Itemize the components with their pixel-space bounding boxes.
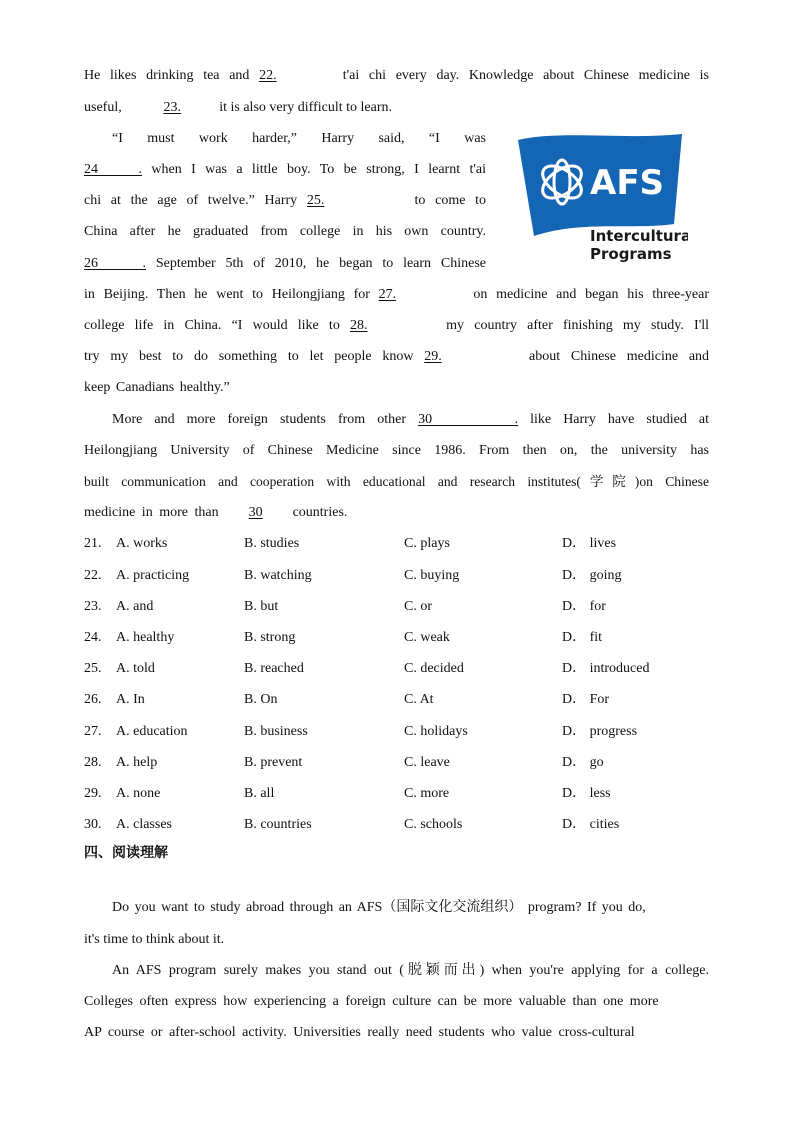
option-a: A. help — [116, 755, 158, 770]
passage-text: keep Canadians healthy.” — [84, 380, 230, 395]
option-b: B. reached — [244, 661, 304, 676]
option-c: C. plays — [404, 536, 450, 551]
option-d: D． going — [562, 568, 622, 583]
question-number: 23. — [84, 599, 102, 614]
option-d: D． introduced — [562, 661, 650, 676]
reading-line-2: it's time to think about it. — [84, 932, 225, 947]
option-a: A. In — [116, 692, 145, 707]
reading-line-1: Do you want to study abroad through an AFS（国际文化交流组织） program? If you do, — [112, 900, 646, 915]
question-row — [84, 566, 709, 586]
passage-line-10 — [84, 347, 709, 367]
question-row — [84, 628, 709, 648]
passage-text: More and more foreign students from other — [112, 412, 406, 427]
option-b: B. On — [244, 692, 278, 707]
question-row — [84, 784, 709, 804]
answer-30-blank: 30 — [248, 505, 263, 520]
passage-line-8 — [84, 285, 709, 305]
question-number: 27. — [84, 724, 102, 739]
passage-text: He likes drinking tea and — [84, 68, 250, 83]
option-c: C. weak — [404, 630, 450, 645]
option-c: C. buying — [404, 568, 460, 583]
question-row — [84, 597, 709, 617]
question-number: 22. — [84, 568, 102, 583]
passage-line-12 — [112, 410, 709, 430]
option-b: B. studies — [244, 536, 300, 551]
option-b: B. countries — [244, 817, 312, 832]
logo-line1: Intercultural — [590, 227, 688, 245]
option-c: C. holidays — [404, 724, 468, 739]
option-d: D． cities — [562, 817, 620, 832]
blank-29: 29. — [424, 349, 442, 364]
option-c: C. more — [404, 786, 450, 801]
passage-line-1 — [84, 66, 709, 86]
question-number: 24. — [84, 630, 102, 645]
reading-line-4: Colleges often express how experiencing a foreign culture can be more valuable than one more — [84, 994, 659, 1009]
afs-logo — [512, 132, 688, 272]
question-number: 30. — [84, 817, 102, 832]
option-b: B. strong — [244, 630, 296, 645]
blank-26: 26 . — [84, 256, 146, 271]
question-number: 26. — [84, 692, 102, 707]
passage-text: college life in China. “I would like to — [84, 318, 340, 333]
blank-28: 28. — [350, 318, 368, 333]
question-row — [84, 659, 709, 679]
passage-text: like Harry have studied at — [530, 412, 710, 427]
reading-line-5: AP course or after-school activity. Universities really need students who value cross-cultural — [84, 1025, 635, 1040]
option-a: A. practicing — [116, 568, 190, 583]
option-d: D． less — [562, 786, 611, 801]
passage-text: about Chinese medicine and — [529, 349, 710, 364]
option-d: D． for — [562, 599, 606, 614]
question-row — [84, 690, 709, 710]
option-c: C. decided — [404, 661, 464, 676]
passage-text: try my best to do something to let people know — [84, 349, 414, 364]
option-d: D． fit — [562, 630, 603, 645]
passage-line-9 — [84, 316, 709, 336]
passage-text: in Beijing. Then he went to Heilongjiang for — [84, 287, 370, 302]
option-c: C. leave — [404, 755, 450, 770]
blank-24: 24 . — [84, 162, 142, 177]
passage-line-5 — [84, 191, 486, 211]
passage-line-13 — [84, 441, 709, 461]
passage-text: t'ai chi every day. Knowledge about Chinese medicine is — [342, 68, 709, 83]
option-b: B. business — [244, 724, 308, 739]
section-heading: 四、阅读理解 — [84, 845, 168, 861]
passage-text: “I must work harder,” Harry said, “I was — [112, 131, 486, 146]
passage-text: chi at the age of twelve.” Harry — [84, 193, 298, 208]
passage-text: when I was a little boy. To be strong, I learnt t'ai — [151, 162, 486, 177]
option-d: D． progress — [562, 724, 638, 739]
blank-23: 23. — [163, 100, 181, 115]
afs-flag-icon — [512, 132, 688, 272]
question-number: 21. — [84, 536, 102, 551]
passage-text: it is also very difficult to learn. — [219, 100, 392, 115]
passage-line-3 — [112, 129, 486, 149]
passage-line-7 — [84, 254, 486, 274]
blank-30: 30 . — [418, 412, 519, 427]
passage-line-6 — [84, 222, 486, 242]
option-a: A. none — [116, 786, 161, 801]
option-a: A. works — [116, 536, 168, 551]
passage-text: useful, — [84, 100, 122, 115]
passage-line-2 — [84, 98, 709, 118]
option-a: A. healthy — [116, 630, 175, 645]
question-row — [84, 753, 709, 773]
passage-text: countries. — [292, 505, 348, 520]
question-row — [84, 815, 709, 835]
passage-text: on medicine and began his three-year — [473, 287, 710, 302]
question-row — [84, 534, 709, 554]
question-number: 25. — [84, 661, 102, 676]
reading-line-3: An AFS program surely makes you stand out (脱颖而出) when you're applying for a college. — [112, 963, 709, 978]
passage-text: China after he graduated from college in his own country. — [84, 224, 486, 239]
option-c: C. or — [404, 599, 432, 614]
option-a: A. classes — [116, 817, 172, 832]
passage-text: to come to — [414, 193, 487, 208]
option-c: C. schools — [404, 817, 463, 832]
option-c: C. At — [404, 692, 434, 707]
option-b: B. all — [244, 786, 275, 801]
logo-line2: Programs — [590, 245, 672, 263]
passage-line-15 — [84, 503, 709, 523]
option-d: D． For — [562, 692, 610, 707]
passage-line-14 — [84, 472, 709, 492]
option-a: A. and — [116, 599, 154, 614]
question-number: 29. — [84, 786, 102, 801]
passage-text: Heilongjiang University of Chinese Medicine since 1986. From then on, the university has — [84, 443, 709, 458]
blank-22: 22. — [259, 68, 277, 83]
passage-line-11 — [84, 378, 709, 398]
passage-text: built communication and cooperation with educational and research institutes(学院)on Chinese — [84, 474, 709, 489]
passage-line-4 — [84, 160, 486, 180]
afs-brand-text: AFS — [590, 163, 665, 203]
passage-text: my country after finishing my study. I'll — [446, 318, 710, 333]
passage-text: medicine in more than — [84, 505, 219, 520]
blank-25: 25. — [306, 193, 325, 208]
option-a: A. education — [116, 724, 188, 739]
blank-27: 27. — [378, 287, 397, 302]
question-row — [84, 722, 709, 742]
passage-text: September 5th of 2010, he began to learn Chinese — [155, 256, 486, 271]
option-b: B. watching — [244, 568, 312, 583]
option-b: B. prevent — [244, 755, 303, 770]
question-number: 28. — [84, 755, 102, 770]
option-a: A. told — [116, 661, 155, 676]
option-b: B. but — [244, 599, 279, 614]
option-d: D． lives — [562, 536, 617, 551]
option-d: D． go — [562, 755, 604, 770]
